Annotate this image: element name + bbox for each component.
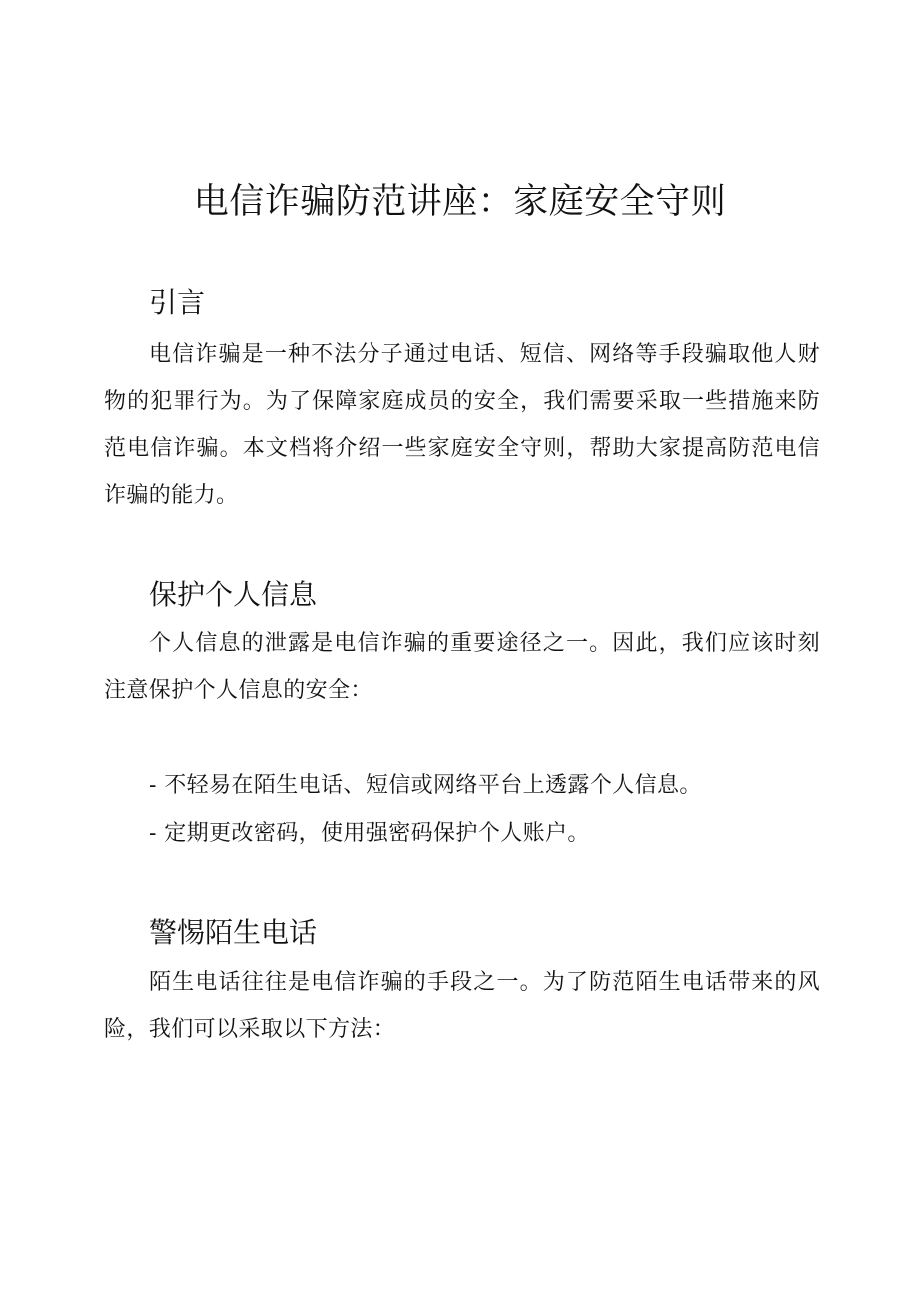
- document-title: 电信诈骗防范讲座：家庭安全守则: [193, 182, 727, 222]
- section-heading-protect-personal-info: 保护个人信息: [149, 578, 318, 611]
- section-heading-beware-strange-calls: 警惕陌生电话: [149, 916, 318, 949]
- section-heading-introduction: 引言: [149, 286, 206, 319]
- section-paragraph-introduction: 电信诈骗是一种不法分子通过电话、短信、网络等手段骗取他人财物的犯罪行为。为了保障家庭成员的安全，我们需要采取一些措施来防范电信诈骗。本文档将介绍一些家庭安全守则，帮助大家提高防范电信诈骗的能力。: [104, 342, 820, 508]
- section-paragraph-beware-strange-calls: 陌生电话往往是电信诈骗的手段之一。为了防范陌生电话带来的风险，我们可以采取以下方法：: [104, 970, 820, 1042]
- list-item-no-disclosure: - 不轻易在陌生电话、短信或网络平台上透露个人信息。: [149, 773, 702, 798]
- list-item-change-password: - 定期更改密码，使用强密码保护个人账户。: [149, 821, 590, 846]
- section-paragraph-protect-personal-info: 个人信息的泄露是电信诈骗的重要途径之一。因此，我们应该时刻注意保护个人信息的安全：: [104, 631, 820, 703]
